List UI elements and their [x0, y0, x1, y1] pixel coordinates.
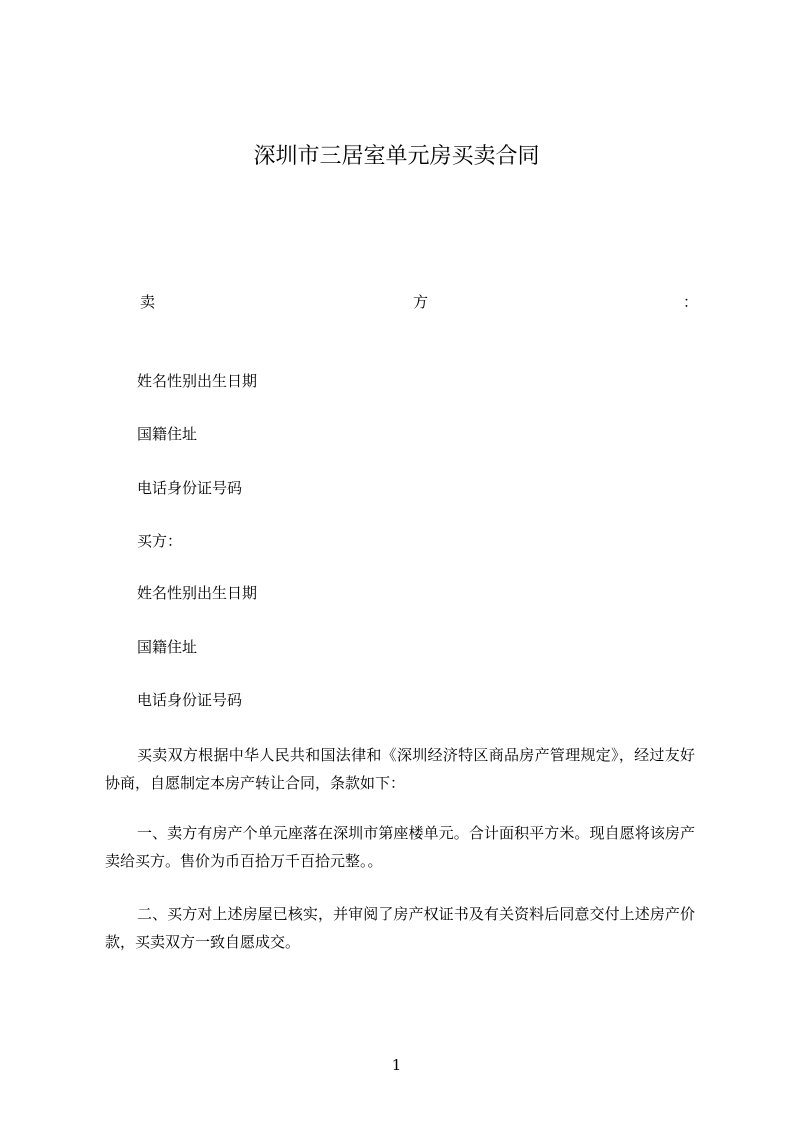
buyer-name-gender-birthdate: 姓名性别出生日期 [137, 584, 258, 602]
buyer-heading: 买方： [137, 532, 183, 550]
seller-heading-char-1: 卖 [140, 293, 156, 311]
document-title: 深圳市三居室单元房买卖合同 [253, 144, 540, 169]
clause-2-paragraph: 二、买方对上述房屋已核实，并审阅了房产权证书及有关资料后同意交付上述房产价款，买卖双方一致自愿成交。 [105, 905, 695, 951]
clause-1-paragraph: 一、卖方有房产个单元座落在深圳市第座楼单元。合计面积平方米。现自愿将该房产卖给买方。售价为币百拾万千百拾元整。。 [105, 824, 695, 870]
seller-heading-char-2: 方 [413, 293, 429, 311]
seller-phone-id-number: 电话身份证号码 [137, 479, 243, 497]
buyer-nationality-address: 国籍住址 [137, 638, 198, 656]
seller-nationality-address: 国籍住址 [137, 425, 198, 443]
buyer-phone-id-number: 电话身份证号码 [137, 691, 243, 709]
seller-name-gender-birthdate: 姓名性别出生日期 [137, 372, 258, 390]
seller-heading [137, 290, 699, 314]
seller-heading-colon: ： [683, 293, 699, 311]
preamble-paragraph: 买卖双方根据中华人民共和国法律和《深圳经济特区商品房产管理规定》，经过友好协商，自愿制定本房产转让合同，条款如下： [105, 746, 695, 792]
page-number: 1 [391, 1056, 402, 1074]
